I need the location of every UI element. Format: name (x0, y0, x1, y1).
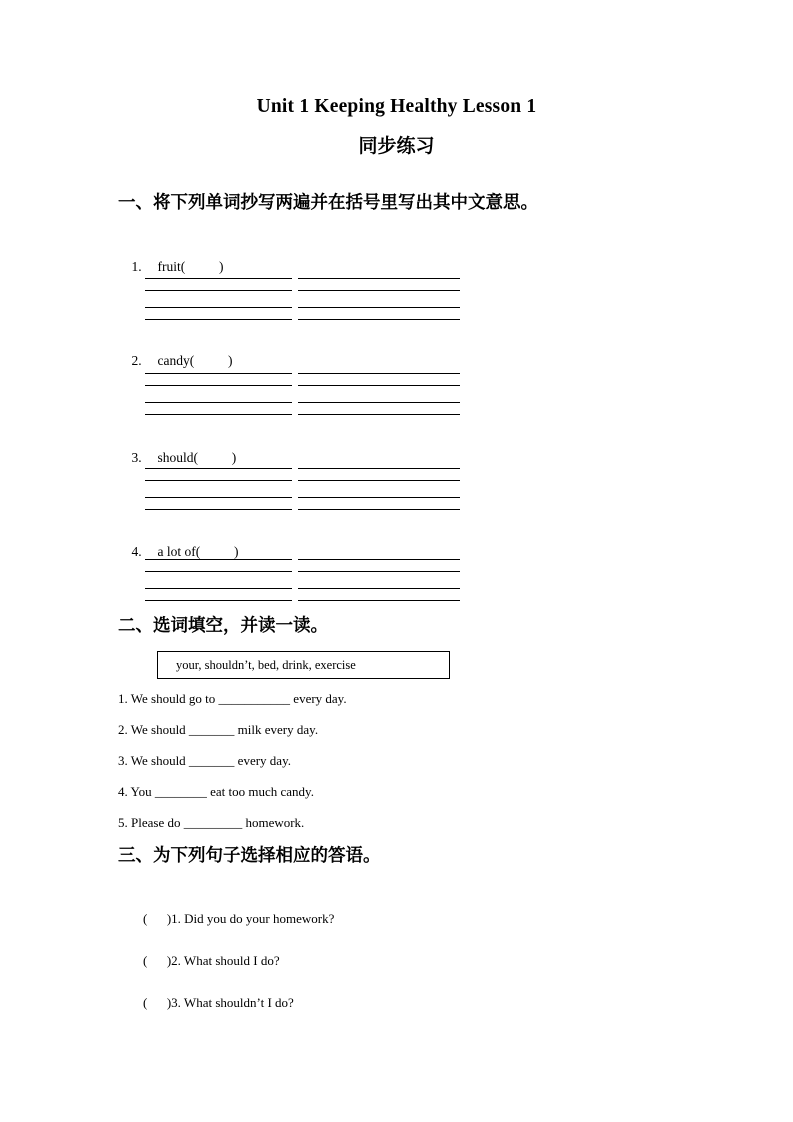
fill-blank-sentence-2[interactable]: 2. We should _______ milk every day. (118, 722, 319, 737)
writing-rule (298, 480, 460, 481)
writing-rule (145, 290, 292, 291)
writing-rule (145, 600, 292, 601)
writing-rule (298, 319, 460, 320)
writing-rule (298, 414, 460, 415)
fill-blank-sentence-5[interactable]: 5. Please do _________ homework. (118, 815, 305, 830)
fill-blank-sentence-4[interactable]: 4. You ________ eat too much candy. (118, 784, 314, 799)
writing-rule (145, 307, 292, 308)
writing-lines-column-right[interactable] (298, 371, 460, 419)
matching-answer-parens[interactable]: ( ) (143, 953, 172, 968)
writing-rule (298, 307, 460, 308)
writing-rule (298, 402, 460, 403)
writing-lines-column-left[interactable] (145, 466, 292, 514)
word-item-parens: ( ) (193, 450, 237, 465)
writing-lines-column-right[interactable] (298, 557, 460, 605)
writing-rule (145, 385, 292, 386)
writing-rule (298, 588, 460, 589)
writing-rule (145, 497, 292, 498)
matching-item-text: 1. Did you do your homework? (171, 911, 335, 926)
writing-lines-column-left[interactable] (145, 557, 292, 605)
writing-rule (298, 468, 460, 469)
writing-lines-group-1[interactable] (145, 276, 460, 324)
word-item-text: should (157, 450, 194, 465)
fill-blank-sentence-3[interactable]: 3. We should _______ every day. (118, 753, 291, 768)
writing-rule (298, 497, 460, 498)
writing-lines-group-4[interactable] (145, 557, 460, 605)
writing-rule (298, 600, 460, 601)
writing-rule (145, 414, 292, 415)
writing-rule (145, 480, 292, 481)
writing-lines-group-3[interactable] (145, 466, 460, 514)
writing-lines-column-left[interactable] (145, 276, 292, 324)
writing-lines-column-left[interactable] (145, 371, 292, 419)
writing-rule (145, 319, 292, 320)
writing-rule (145, 559, 292, 560)
writing-rule (145, 402, 292, 403)
section-heading-1: 一、将下列单词抄写两遍并在括号里写出其中文意思。 (118, 193, 538, 213)
writing-lines-group-2[interactable] (145, 371, 460, 419)
writing-rule (145, 373, 292, 374)
writing-rule (298, 385, 460, 386)
page-title-english: Unit 1 Keeping Healthy Lesson 1 (256, 96, 537, 117)
word-item-number: 4. (131, 544, 142, 559)
word-item-number: 3. (131, 450, 142, 465)
word-item-parens: ( ) (189, 353, 233, 368)
writing-rule (298, 571, 460, 572)
writing-rule (298, 559, 460, 560)
writing-rule (145, 509, 292, 510)
fill-blank-sentence-1[interactable]: 1. We should go to ___________ every day. (118, 691, 347, 706)
writing-rule (298, 373, 460, 374)
matching-answer-parens[interactable]: ( ) (143, 911, 172, 926)
writing-rule (145, 571, 292, 572)
section-heading-2: 二、选词填空，并读一读。 (118, 616, 328, 636)
writing-rule (298, 290, 460, 291)
word-item-text: fruit (157, 259, 181, 274)
writing-rule (298, 278, 460, 279)
matching-item-3[interactable] (130, 976, 294, 1030)
writing-rule (145, 468, 292, 469)
writing-rule (145, 278, 292, 279)
matching-item-text: 2. What should I do? (171, 953, 280, 968)
word-item-number: 2. (131, 353, 142, 368)
page-title-chinese: 同步练习 (358, 135, 435, 157)
writing-rule (145, 588, 292, 589)
word-item-parens: ( ) (180, 259, 224, 274)
word-bank-box: your, shouldn’t, bed, drink, exercise (157, 651, 450, 679)
word-item-text: a lot of (157, 544, 196, 559)
writing-lines-column-right[interactable] (298, 276, 460, 324)
matching-item-text: 3. What shouldn’t I do? (171, 995, 294, 1010)
word-item-parens: ( ) (195, 544, 239, 559)
writing-lines-column-right[interactable] (298, 466, 460, 514)
matching-answer-parens[interactable]: ( ) (143, 995, 172, 1010)
word-item-number: 1. (131, 259, 142, 274)
writing-rule (298, 509, 460, 510)
word-item-text: candy (157, 353, 190, 368)
section-heading-3: 三、为下列句子选择相应的答语。 (118, 846, 381, 866)
